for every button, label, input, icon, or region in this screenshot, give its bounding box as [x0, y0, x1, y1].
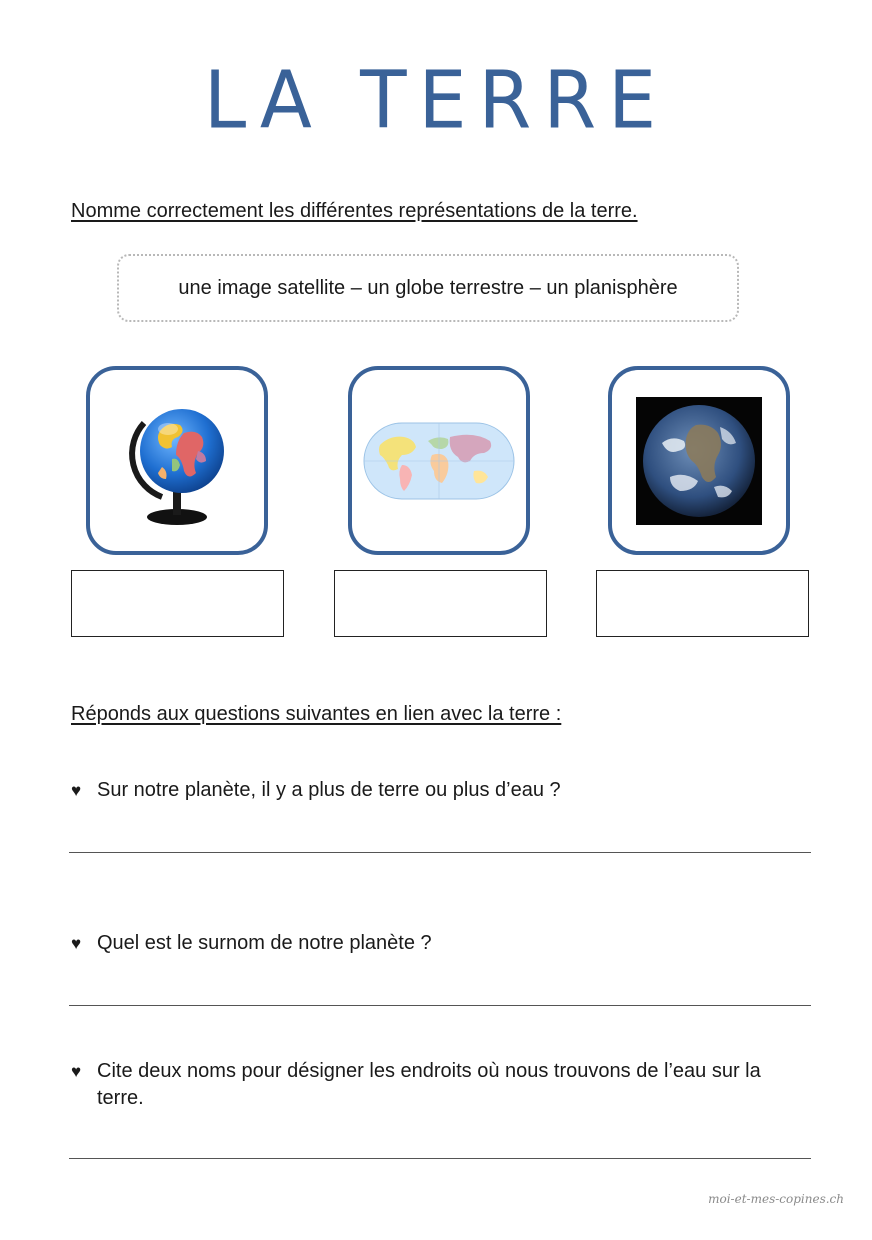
question-1 [71, 777, 811, 805]
question-3 [71, 1058, 811, 1112]
answer-box-3[interactable] [596, 570, 809, 637]
heart-bullet-icon: ♥ [71, 1062, 82, 1081]
image-card-satellite [608, 366, 790, 555]
question-text: Cite deux noms pour désigner les endroits où nous trouvons de l’eau sur la terre. [97, 1060, 761, 1109]
answer-box-2[interactable] [334, 570, 547, 637]
question-2 [71, 930, 811, 958]
answer-box-1[interactable] [71, 570, 284, 637]
answer-line-2[interactable] [69, 1005, 811, 1006]
page-title: LA TERRE [203, 52, 669, 147]
section-heading-questions: Réponds aux questions suivantes en lien avec la terre : [71, 703, 562, 725]
word-bank-text: une image satellite – un globe terrestre – un planisphère [178, 276, 678, 299]
answer-line-1[interactable] [69, 852, 811, 853]
question-text: Sur notre planète, il y a plus de terre ou plus d’eau ? [97, 779, 561, 801]
heart-bullet-icon: ♥ [71, 781, 82, 800]
satellite-earth-image [636, 397, 762, 525]
section-heading-representations: Nomme correctement les différentes représentations de la terre. [71, 200, 638, 222]
heart-bullet-icon: ♥ [71, 934, 82, 953]
answer-line-3[interactable] [69, 1158, 811, 1159]
image-card-planisphere [348, 366, 530, 555]
globe-image [122, 393, 232, 529]
image-card-globe [86, 366, 268, 555]
footer-credit: moi-et-mes-copines.ch [708, 1192, 844, 1206]
world-map-image [362, 421, 516, 501]
question-text: Quel est le surnom de notre planète ? [97, 932, 432, 954]
word-bank [117, 254, 739, 322]
